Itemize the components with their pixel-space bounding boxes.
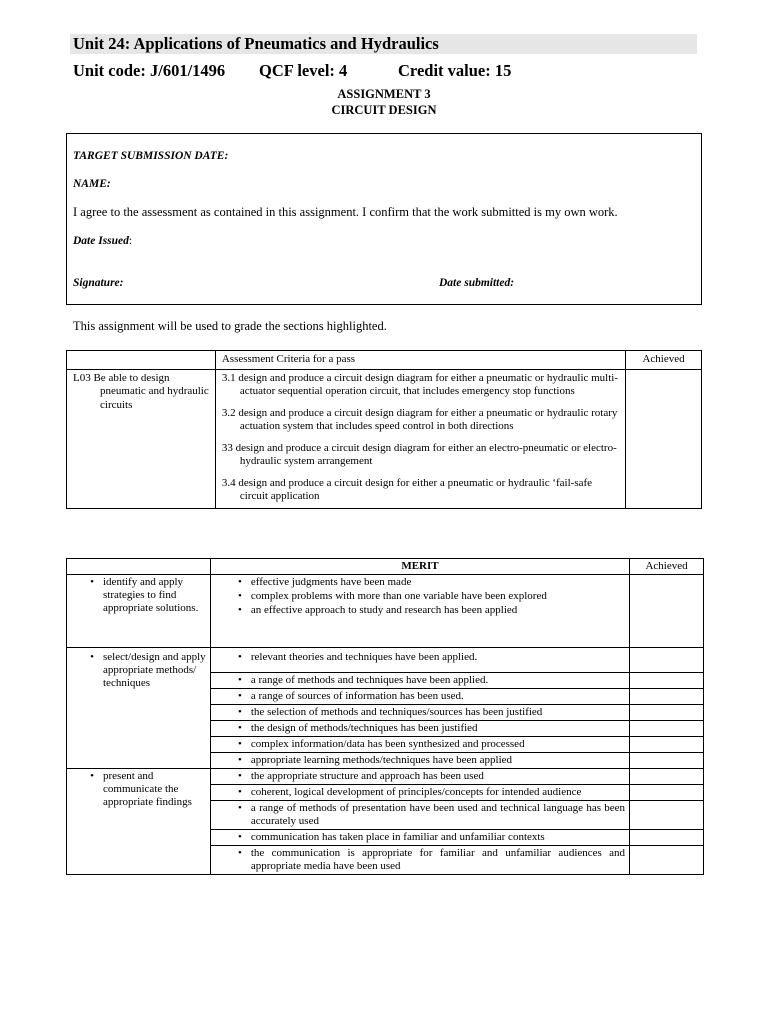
unit-title: Unit 24: Applications of Pneumatics and Hydraulics <box>70 34 697 54</box>
bullet-icon: • <box>90 651 94 663</box>
blank-header-cell <box>67 351 216 370</box>
criteria-cell <box>210 648 629 673</box>
achieved-cell <box>630 721 704 737</box>
criterion-3-2: 3.2 design and produce a circuit design diagram for either a pneumatic or hydraulic rotary actuation system that includes speed control in both directions <box>221 406 618 432</box>
list-item: • a range of methods and techniques have been applied. <box>237 674 489 686</box>
list-item: • coherent, logical development of principles/concepts for intended audience <box>237 786 582 798</box>
achieved-cell <box>630 785 704 801</box>
qcf-level: QCF level: 4 <box>259 61 348 80</box>
list-item: • a range of methods of presentation have been used and technical language has been accurately used <box>237 802 626 827</box>
criteria-header: Assessment Criteria for a pass <box>215 351 625 370</box>
list-item: • communication has taken place in familiar and unfamiliar contexts <box>237 831 545 843</box>
criteria-cell <box>210 737 629 753</box>
list-item: • the design of methods/techniques has been justified <box>237 722 478 734</box>
assignment-number: ASSIGNMENT 3 <box>337 87 431 101</box>
table-row <box>67 575 704 648</box>
learning-outcome-cell <box>67 369 216 508</box>
unit-info-line <box>73 61 511 81</box>
achieved-cell <box>630 648 704 673</box>
table-header-row <box>67 351 702 370</box>
list-item: • a range of sources of information has been used. <box>237 690 464 702</box>
criteria-cell <box>210 785 629 801</box>
submission-box <box>66 133 702 305</box>
criteria-cell <box>210 801 629 830</box>
bullet-icon: • <box>90 770 94 782</box>
criterion-3-4: 3.4 design and produce a circuit design for either a pneumatic or hydraulic ‘fail-safe circuit application <box>221 476 593 502</box>
criteria-cell <box>210 673 629 689</box>
list-item: • effective judgments have been made <box>237 576 412 588</box>
achieved-cell <box>630 769 704 785</box>
table-row <box>67 369 702 508</box>
criteria-cell <box>210 575 629 648</box>
outcome-item: • present and communicate the appropriate findings <box>81 770 206 809</box>
achieved-cell <box>630 830 704 846</box>
achieved-cell <box>630 753 704 769</box>
learning-outcome: L03 Be able to design pneumatic and hydraulic circuits <box>73 371 209 411</box>
criteria-cell <box>210 769 629 785</box>
name-label: NAME: <box>73 178 111 190</box>
criteria-cell <box>210 830 629 846</box>
list-item: • an effective approach to study and research has been applied <box>237 604 518 616</box>
criterion-3-3: 33 design and produce a circuit design diagram for either an electro-pneumatic or electro-hydraulic system arrangement <box>221 441 617 467</box>
list-item: • appropriate learning methods/techniques have been applied <box>237 754 513 766</box>
outcome-cell <box>67 769 211 875</box>
signature-label: Signature: <box>73 277 124 289</box>
merit-header: MERIT <box>210 559 629 575</box>
list-item: • complex problems with more than one variable have been explored <box>237 590 547 602</box>
list-item: • the communication is appropriate for familiar and unfamiliar audiences and appropriate media have been used <box>237 847 626 872</box>
criteria-cell <box>210 721 629 737</box>
intro-text: This assignment will be used to grade the sections highlighted. <box>73 319 387 333</box>
pass-criteria-table <box>66 350 702 509</box>
merit-table <box>66 558 704 875</box>
list-item: • the selection of methods and techniques/sources has been justified <box>237 706 543 718</box>
criteria-cell <box>210 689 629 705</box>
criteria-cell <box>210 846 629 875</box>
criterion-3-1: 3.1 design and produce a circuit design diagram for either a pneumatic or hydraulic multi-actuator sequential operation circuit, that includes emergency stop functions <box>221 371 619 397</box>
unit-code: Unit code: J/601/1496 <box>73 61 226 80</box>
criteria-cell <box>215 369 625 508</box>
table-row <box>67 648 704 673</box>
bullet-icon: • <box>90 576 94 588</box>
assignment-name: CIRCUIT DESIGN <box>331 103 437 117</box>
achieved-header: Achieved <box>630 559 704 575</box>
achieved-cell <box>626 369 702 508</box>
achieved-cell <box>630 575 704 648</box>
outcome-cell <box>67 575 211 648</box>
achieved-cell <box>630 705 704 721</box>
achieved-header: Achieved <box>626 351 702 370</box>
date-issued-colon: : <box>128 235 133 247</box>
blank-header-cell <box>67 559 211 575</box>
date-issued <box>73 235 132 247</box>
date-submitted-label: Date submitted: <box>439 277 515 289</box>
achieved-cell <box>630 846 704 875</box>
table-header-row <box>67 559 704 575</box>
criteria-cell <box>210 705 629 721</box>
list-item: • the appropriate structure and approach has been used <box>237 770 484 782</box>
outcome-cell <box>67 648 211 769</box>
outcome-item: • select/design and apply appropriate methods/ techniques <box>81 649 206 690</box>
credit-value: Credit value: 15 <box>398 61 512 80</box>
achieved-cell <box>630 689 704 705</box>
target-date-label: TARGET SUBMISSION DATE: <box>73 150 229 162</box>
achieved-cell <box>630 673 704 689</box>
criteria-cell <box>210 753 629 769</box>
date-issued-label: Date Issued <box>73 235 129 247</box>
list-item: • complex information/data has been synthesized and processed <box>237 738 525 750</box>
achieved-cell <box>630 737 704 753</box>
declaration-text: I agree to the assessment as contained in this assignment. I confirm that the work submitted is my own work. <box>73 205 618 219</box>
table-row <box>67 769 704 785</box>
outcome-item: • identify and apply strategies to find appropriate solutions. <box>81 576 206 615</box>
list-item: • relevant theories and techniques have been applied. <box>237 651 478 663</box>
achieved-cell <box>630 801 704 830</box>
